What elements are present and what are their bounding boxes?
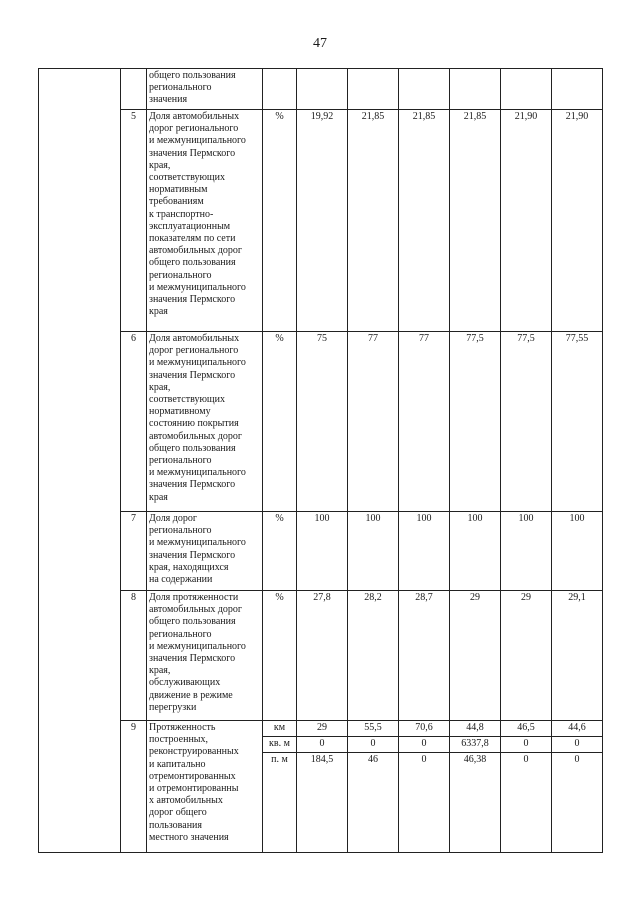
value-cell: 55,5 (348, 721, 399, 737)
value-cell: 44,6 (552, 721, 603, 737)
indicator-name: Доля автомобильных дорог регионального и межмуниципального значения Пермского края, соответствующих нормативным требованиям к транспортно- эксплуатационным показателям по сети автомобильных дорог общего пользования регионального и межмуниципального значения Пермского края (147, 110, 263, 332)
value-cell: 19,92 (297, 110, 348, 332)
table-row (39, 591, 603, 721)
value-cell: 28,7 (399, 591, 450, 721)
value-cell: 100 (399, 512, 450, 591)
value-cell: 21,85 (348, 110, 399, 332)
value-cell: 0 (501, 737, 552, 753)
table-row (39, 332, 603, 512)
value-cell: 27,8 (297, 591, 348, 721)
unit-cell: % (263, 332, 297, 512)
unit-cell: кв. м (263, 737, 297, 753)
value-cell: 100 (552, 512, 603, 591)
unit-cell: % (263, 110, 297, 332)
value-cell: 0 (399, 737, 450, 753)
value-cell: 28,2 (348, 591, 399, 721)
indicator-name: Протяженность построенных, реконструированных и капитально отремонтированных и отремонтированны х автомобильных дорог общего пользования местного значения (147, 721, 263, 853)
row-number: 5 (121, 110, 147, 332)
value-cell: 77 (399, 332, 450, 512)
indicator-name: Доля протяженности автомобильных дорог общего пользования регионального и межмуниципального значения Пермского края, обслуживающих движение в режиме перегрузки (147, 591, 263, 721)
value-cell: 184,5 (297, 753, 348, 853)
value-cell: 0 (552, 753, 603, 853)
value-cell: 21,90 (552, 110, 603, 332)
value-cell: 100 (501, 512, 552, 591)
row-number: 7 (121, 512, 147, 591)
value-cell: 0 (348, 737, 399, 753)
value-cell (501, 69, 552, 110)
unit-cell: п. м (263, 753, 297, 853)
value-cell (450, 69, 501, 110)
unit-cell: % (263, 512, 297, 591)
unit-cell: км (263, 721, 297, 737)
indicator-name: общего пользования регионального значения (147, 69, 263, 110)
value-cell: 46,5 (501, 721, 552, 737)
row-number: 8 (121, 591, 147, 721)
unit-cell: % (263, 591, 297, 721)
row-number (121, 69, 147, 110)
table-row (39, 110, 603, 332)
value-cell: 46 (348, 753, 399, 853)
value-cell: 100 (450, 512, 501, 591)
value-cell: 0 (501, 753, 552, 853)
value-cell: 29,1 (552, 591, 603, 721)
page-number: 47 (313, 36, 327, 51)
value-cell: 77,55 (552, 332, 603, 512)
table-row (39, 512, 603, 591)
table-row (39, 69, 603, 110)
value-cell: 77,5 (501, 332, 552, 512)
value-cell: 0 (552, 737, 603, 753)
value-cell: 21,85 (450, 110, 501, 332)
value-cell: 29 (297, 721, 348, 737)
value-cell: 75 (297, 332, 348, 512)
row-number: 6 (121, 332, 147, 512)
indicator-table (38, 68, 603, 853)
value-cell: 29 (450, 591, 501, 721)
value-cell: 21,90 (501, 110, 552, 332)
left-margin-cell (39, 69, 121, 853)
value-cell: 44,8 (450, 721, 501, 737)
value-cell (399, 69, 450, 110)
value-cell: 46,38 (450, 753, 501, 853)
value-cell (297, 69, 348, 110)
indicator-name: Доля дорог регионального и межмуниципального значения Пермского края, находящихся на содержании (147, 512, 263, 591)
value-cell: 100 (348, 512, 399, 591)
value-cell: 77,5 (450, 332, 501, 512)
value-cell: 6337,8 (450, 737, 501, 753)
table-row (39, 721, 603, 737)
value-cell: 29 (501, 591, 552, 721)
value-cell: 0 (297, 737, 348, 753)
value-cell: 100 (297, 512, 348, 591)
value-cell: 77 (348, 332, 399, 512)
value-cell (552, 69, 603, 110)
table-body (39, 69, 603, 853)
row-number: 9 (121, 721, 147, 853)
value-cell: 70,6 (399, 721, 450, 737)
indicator-name: Доля автомобильных дорог регионального и межмуниципального значения Пермского края, соответствующих нормативному состоянию покрытия автомобильных дорог общего пользования регионального и межмуниципального значения Пермского края (147, 332, 263, 512)
value-cell: 0 (399, 753, 450, 853)
value-cell (348, 69, 399, 110)
value-cell: 21,85 (399, 110, 450, 332)
unit-cell (263, 69, 297, 110)
